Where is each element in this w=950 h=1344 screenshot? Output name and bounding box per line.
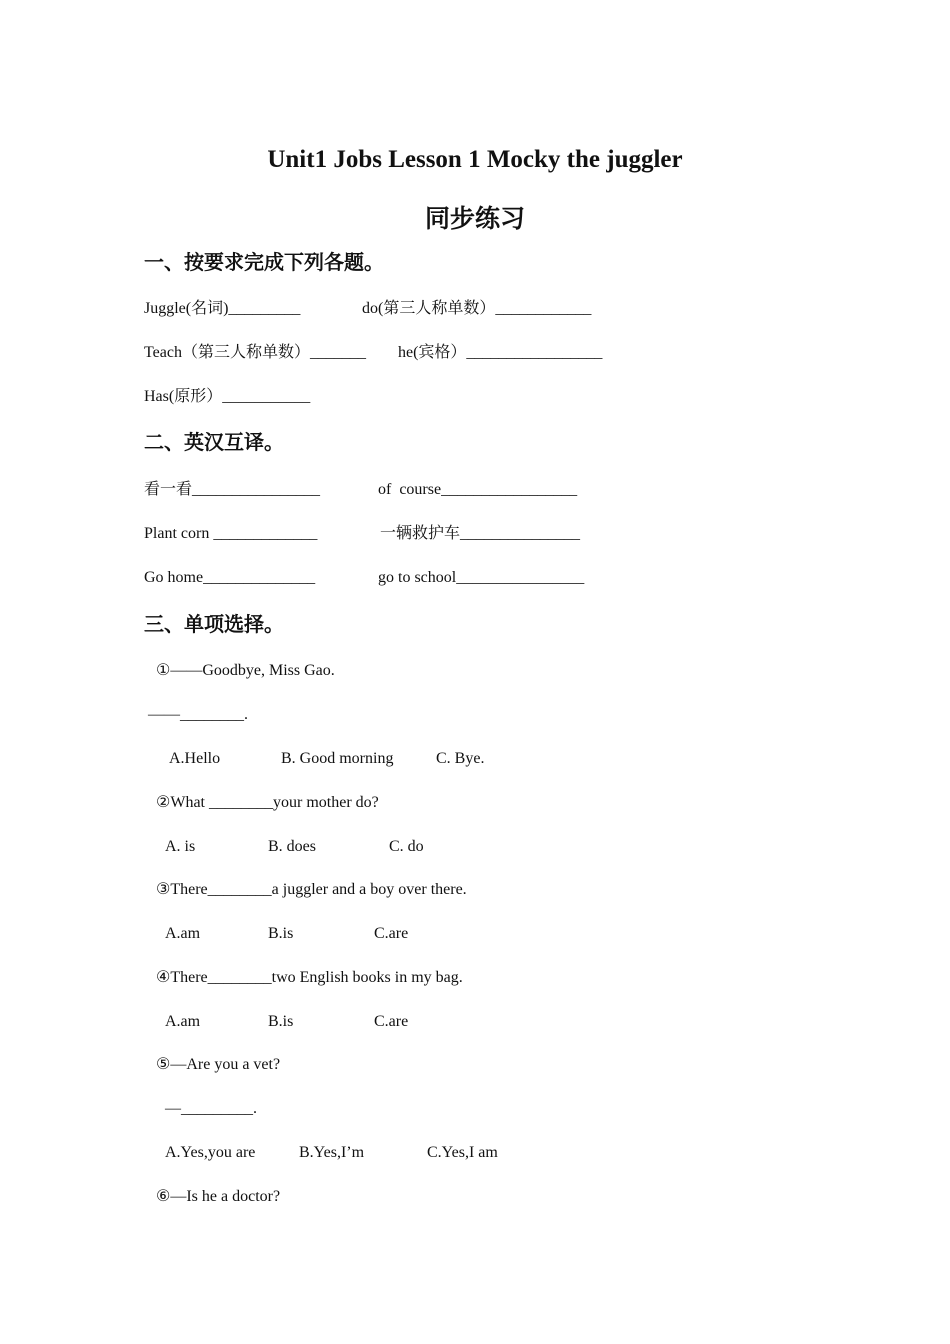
option-c: C.Yes,I am [427, 1144, 498, 1161]
option-c: C. do [389, 838, 424, 855]
option-a: A.am [165, 1013, 201, 1030]
fill-in-item: Has(原形）___________ [144, 388, 311, 405]
option-c: C. Bye. [436, 750, 485, 767]
option-a: A.Yes,you are [165, 1144, 256, 1161]
translation-item: Plant corn _____________ [144, 525, 318, 542]
option-a: A. is [165, 838, 196, 855]
option-a: A.Hello [169, 750, 221, 767]
option-c: C.are [374, 1013, 409, 1030]
translation-item: 一辆救护车_______________ [380, 525, 581, 542]
section2-heading: 二、英汉互译。 [144, 430, 284, 454]
option-b: B.Yes,I’m [299, 1144, 365, 1161]
translation-item: go to school________________ [378, 569, 585, 586]
option-c: C.are [374, 925, 409, 942]
translation-item: of course_________________ [378, 481, 578, 498]
option-b: B. does [268, 838, 316, 855]
question-stem: ③There________a juggler and a boy over there. [156, 881, 467, 898]
section3-heading: 三、单项选择。 [144, 612, 284, 636]
section1-heading: 一、按要求完成下列各题。 [144, 250, 384, 274]
fill-in-item: Teach（第三人称单数）_______ [144, 344, 366, 361]
page-subtitle: 同步练习 [424, 204, 525, 233]
question-stem: ④There________two English books in my bag. [156, 969, 463, 986]
page-title: Unit1 Jobs Lesson 1 Mocky the juggler [267, 146, 683, 173]
question-stem: ②What ________your mother do? [156, 794, 379, 811]
option-b: B.is [268, 1013, 294, 1030]
translation-item: Go home______________ [144, 569, 316, 586]
question-stem: ⑤—Are you a vet? [156, 1056, 281, 1073]
question-reply: —_________. [165, 1100, 257, 1117]
option-a: A.am [165, 925, 201, 942]
translation-item: 看一看________________ [144, 481, 321, 498]
fill-in-item: do(第三人称单数）____________ [362, 300, 592, 317]
fill-in-item: he(宾格）_________________ [398, 344, 603, 361]
question-stem: ①——Goodbye, Miss Gao. [156, 662, 335, 679]
fill-in-item: Juggle(名词)_________ [144, 300, 301, 317]
option-b: B.is [268, 925, 294, 942]
question-stem: ⑥—Is he a doctor? [156, 1188, 281, 1205]
question-reply: ——________. [148, 706, 248, 723]
option-b: B. Good morning [281, 750, 394, 767]
